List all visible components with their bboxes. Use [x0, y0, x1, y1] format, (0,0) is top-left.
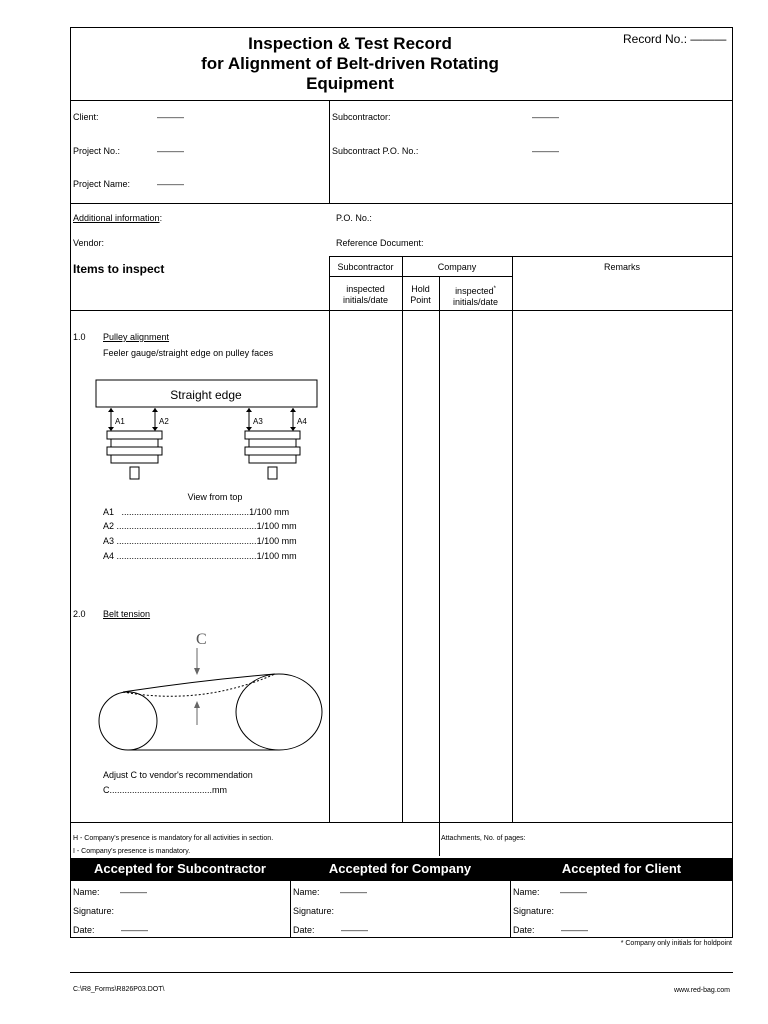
- client-name-label: Name:: [513, 887, 540, 897]
- frame-left: [70, 27, 71, 937]
- divider-info-mid: [329, 100, 330, 203]
- client-label: Client:: [73, 112, 99, 122]
- company-initials-note: * Company only initials for holdpoint: [620, 940, 732, 947]
- company-inspected-line2: initials/date: [452, 297, 499, 307]
- record-no-label: Record No.:: [623, 32, 688, 46]
- frame-top: [70, 27, 733, 28]
- project-name-value: ———: [157, 179, 184, 189]
- client-signature-label: Signature:: [513, 906, 555, 916]
- document-title-line2: for Alignment of Belt-driven Rotating: [201, 54, 499, 73]
- additional-info-colon: :: [159, 213, 163, 223]
- sub-name-value: ———: [120, 887, 148, 897]
- measurement-a2-dots: ........................................................: [116, 521, 257, 531]
- company-date-value: ———: [341, 925, 369, 935]
- document-title-line1: Inspection & Test Record: [248, 34, 452, 53]
- pulley-alignment-diagram: [94, 378, 320, 482]
- subcontractor-label: Subcontractor:: [332, 112, 391, 122]
- accept-col2: [510, 880, 511, 937]
- small-pulley: [99, 692, 157, 750]
- i-note: I - Company's presence is mandatory.: [73, 848, 191, 855]
- section2-number: 2.0: [73, 609, 86, 619]
- subcontractor-inspected-header: [329, 284, 402, 306]
- sub-date-label: Date:: [73, 925, 95, 935]
- label-a4: A4: [297, 417, 307, 426]
- company-inspected-line1: inspected*: [455, 286, 496, 296]
- belt-c-label: C: [196, 631, 207, 648]
- col-hold-left: [402, 256, 403, 822]
- divider-accept-row1: [70, 880, 733, 881]
- sub-date-value: ———: [121, 925, 149, 935]
- company-date-label: Date:: [293, 925, 315, 935]
- divider-subheader: [329, 276, 513, 277]
- page-footer-rule: [70, 972, 733, 973]
- website: www.red-bag.com: [673, 987, 730, 994]
- divider-table-top: [329, 256, 733, 257]
- accepted-subcontractor-title: Accepted for Subcontractor: [94, 861, 266, 876]
- measurement-a1-unit: 1/100 mm: [249, 507, 290, 517]
- section1-title: Pulley alignment: [103, 332, 170, 342]
- col-header-subcontractor: Subcontractor: [337, 262, 394, 272]
- po-no-label: P.O. No.:: [336, 213, 372, 223]
- measurement-a3-dots: ........................................................: [116, 536, 257, 546]
- record-no-value: ———: [690, 32, 727, 46]
- measurement-a4-unit: 1/100 mm: [256, 551, 297, 561]
- divider-header: [70, 100, 733, 101]
- file-path: C:\R8_Forms\R826P03.DOT\: [73, 986, 165, 993]
- client-date-label: Date:: [513, 925, 535, 935]
- view-from-top-label: View from top: [187, 492, 243, 502]
- measurement-a2: [103, 521, 297, 532]
- client-value: ———: [157, 112, 184, 122]
- section1-number: 1.0: [73, 332, 86, 342]
- sub-name-label: Name:: [73, 887, 100, 897]
- subcontract-po-value: ———: [532, 146, 559, 156]
- large-pulley: [236, 674, 322, 750]
- company-date: [293, 925, 368, 936]
- project-no-value: ———: [157, 146, 184, 156]
- col-hold-right: [439, 276, 440, 856]
- divider-info: [70, 203, 733, 204]
- reference-doc-label: Reference Document:: [336, 238, 424, 248]
- additional-info: [73, 213, 162, 224]
- company-name-value: ———: [340, 887, 368, 897]
- accepted-company-title: Accepted for Company: [328, 861, 472, 876]
- measurement-a4-dots: ........................................................: [116, 551, 257, 561]
- measurement-a2-unit: 1/100 mm: [256, 521, 297, 531]
- measurement-a4-label: A4: [103, 551, 115, 561]
- col-header-remarks: Remarks: [603, 262, 640, 272]
- measurement-a4: [103, 551, 297, 562]
- c-measure: C.........................................mm: [103, 785, 228, 795]
- measurement-a2-label: A2: [103, 521, 115, 531]
- section2-title: Belt tension: [103, 609, 151, 619]
- belt-tension-diagram: [97, 628, 327, 753]
- items-to-inspect-heading: Items to inspect: [73, 262, 165, 276]
- subcontractor-inspected-line1: inspected: [346, 284, 385, 294]
- subcontractor-inspected-line2: initials/date: [342, 295, 389, 305]
- client-name-value: ———: [560, 887, 588, 897]
- company-inspected-header: [439, 284, 512, 308]
- section1-subtitle: Feeler gauge/straight edge on pulley faces: [103, 348, 274, 358]
- project-name-label: Project Name:: [73, 179, 131, 189]
- label-a1: A1: [115, 417, 125, 426]
- document-title-line3: Equipment: [306, 74, 394, 93]
- measurement-a3-unit: 1/100 mm: [256, 536, 297, 546]
- measurement-a1-dots: ...................................................: [121, 507, 250, 517]
- divider-notes: [70, 822, 733, 823]
- sub-date: [73, 925, 148, 936]
- company-signature-label: Signature:: [293, 906, 335, 916]
- acceptance-header-bar: [70, 858, 733, 880]
- record-no: [623, 32, 726, 46]
- frame-bottom: [70, 937, 733, 938]
- measurement-a3-label: A3: [103, 536, 115, 546]
- accepted-client-title: Accepted for Client: [561, 861, 682, 876]
- measurement-a1: [103, 507, 289, 518]
- client-date-value: ———: [561, 925, 589, 935]
- h-note: H - Company's presence is mandatory for all activities in section.: [73, 835, 274, 842]
- sub-name: [73, 887, 147, 898]
- vendor-label: Vendor:: [73, 238, 105, 248]
- straight-edge-label: Straight edge: [170, 388, 242, 402]
- adjust-c-text: Adjust C to vendor's recommendation: [103, 770, 253, 780]
- subcontract-po-label: Subcontract P.O. No.:: [332, 146, 419, 156]
- col-subcontractor: [329, 256, 330, 822]
- additional-info-label: Additional information: [73, 213, 160, 223]
- col-remarks: [512, 256, 513, 822]
- client-date: [513, 925, 588, 936]
- hold-point-line1: Hold: [411, 284, 430, 294]
- frame-right: [732, 27, 733, 937]
- subcontractor-value: ———: [532, 112, 559, 122]
- client-name: [513, 887, 587, 898]
- project-no-label: Project No.:: [73, 146, 121, 156]
- measurement-a3: [103, 536, 297, 547]
- company-inspected-asterisk: *: [493, 286, 496, 292]
- accept-col1: [290, 880, 291, 937]
- label-a3: A3: [253, 417, 263, 426]
- col-header-company: Company: [437, 262, 477, 272]
- attachments-label: Attachments, No. of pages:: [441, 835, 526, 842]
- sub-signature-label: Signature:: [73, 906, 115, 916]
- label-a2: A2: [159, 417, 169, 426]
- measurement-a1-label: A1: [103, 507, 115, 517]
- hold-point-line2: Point: [410, 295, 431, 305]
- company-name: [293, 887, 367, 898]
- hold-point-header: [402, 284, 439, 306]
- company-name-label: Name:: [293, 887, 320, 897]
